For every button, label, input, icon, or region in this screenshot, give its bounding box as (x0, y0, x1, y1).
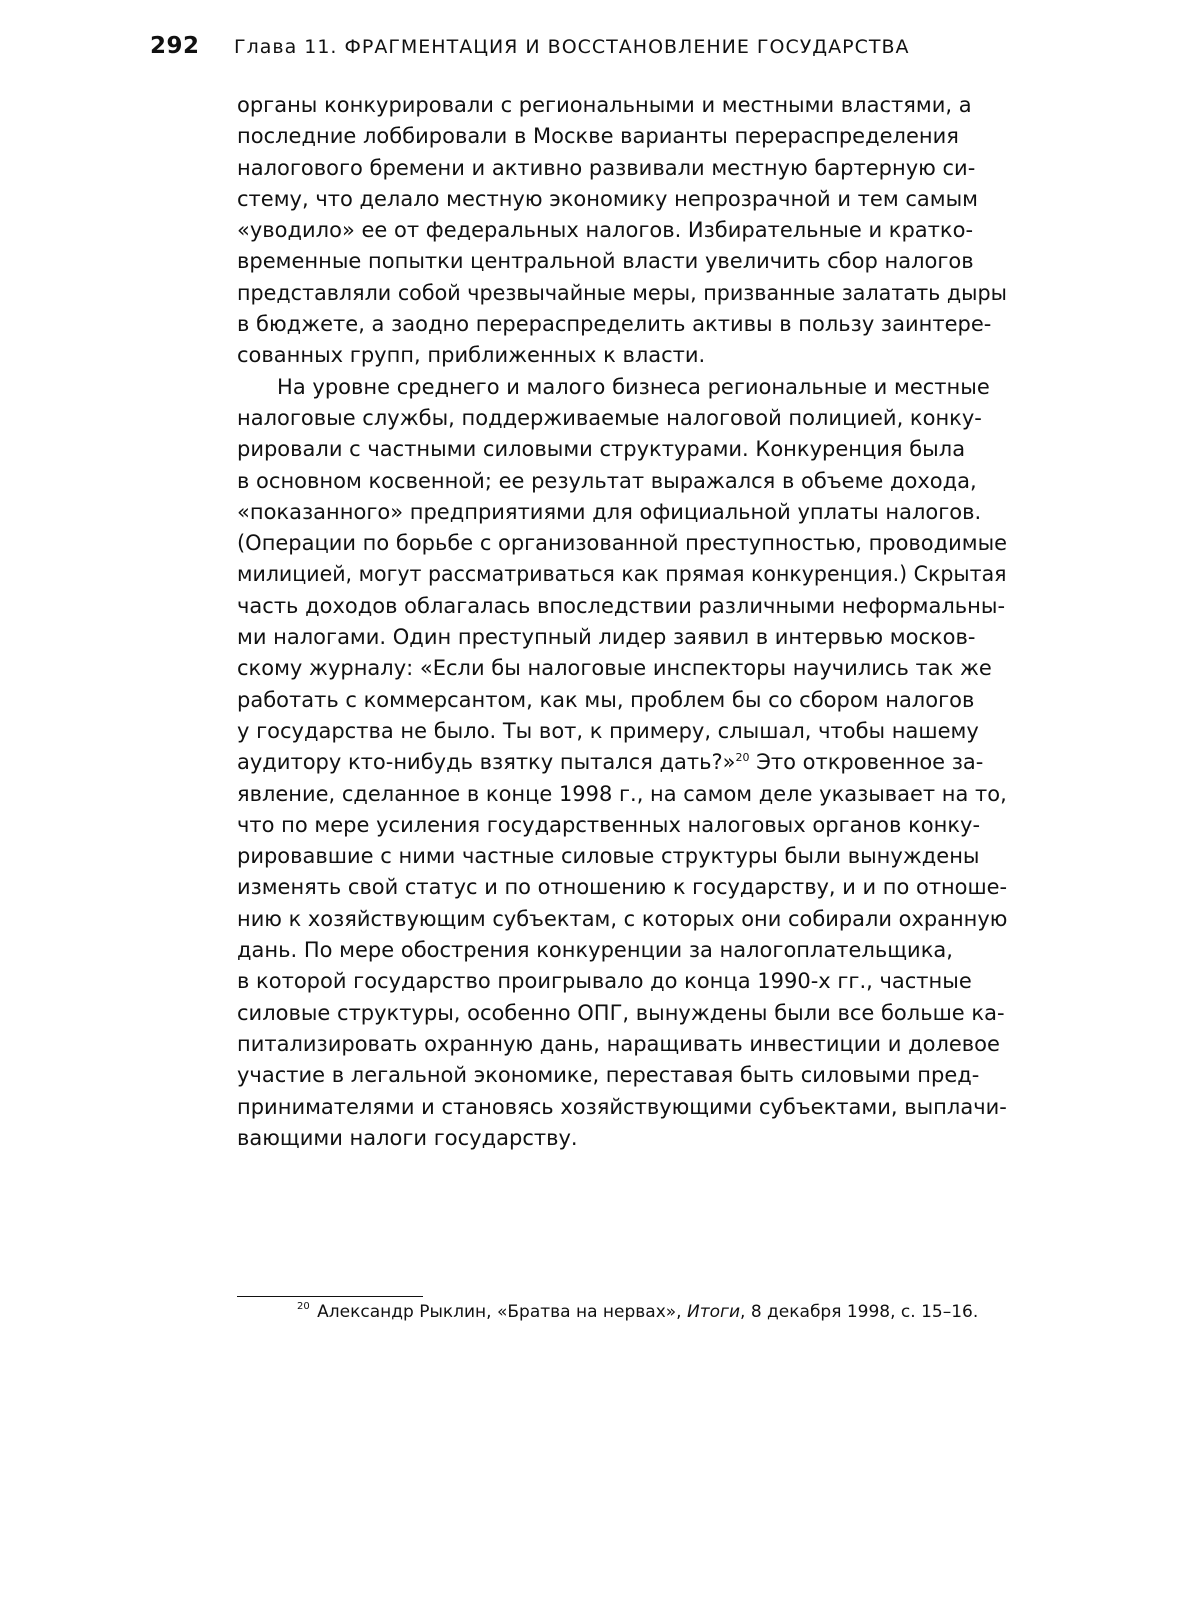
text-line: в которой государство проигрывало до конца 1990-х гг., частные (237, 969, 972, 994)
footnote-journal: Итоги (687, 1302, 741, 1322)
text-line: изменять свой статус и по отношению к государству, и и по отноше- (237, 875, 1008, 900)
paragraph-block-2 (237, 779, 1007, 1155)
text-line: последние лоббировали в Москве варианты перераспределения (237, 124, 959, 149)
text-line: принимателями и становясь хозяйствующими субъектами, выплачи- (237, 1094, 1007, 1119)
text-line: у государства не было. Ты вот, к примеру, слышал, чтобы нашему (237, 718, 979, 743)
page-header (150, 33, 1010, 63)
text-line: органы конкурировали с региональными и местными властями, а (237, 93, 972, 117)
footnote-author-title: Александр Рыклин, «Братва на нервах», (311, 1302, 687, 1322)
text-line: На уровне среднего и малого бизнеса региональные и местные (237, 374, 990, 399)
text-line: скому журналу: «Если бы налоговые инспекторы научились так же (237, 656, 992, 681)
text-line: сованных групп, приближенных к власти. (237, 343, 706, 368)
text-line: вающими налоги государству. (237, 1125, 578, 1150)
text-line: ми налогами. Один преступный лидер заявил в интервью москов- (237, 625, 976, 650)
text-line: налогового бремени и активно развивали местную бартерную си- (237, 155, 976, 180)
text-line: (Операции по борьбе с организованной преступностью, проводимые (237, 531, 1008, 556)
quote-continuation: Это откровенное за- (749, 750, 984, 775)
paragraph-block-1 (237, 90, 1007, 747)
footnote-reference[interactable]: 20 (735, 751, 750, 765)
text-line-quote (237, 747, 1007, 778)
footnote-details: , 8 декабря 1998, с. 15–16. (740, 1302, 979, 1322)
text-line: часть доходов облагалась впоследствии различными неформальны- (237, 593, 1006, 618)
page-number: 292 (150, 33, 200, 59)
text-line: в бюджете, а заодно перераспределить активы в пользу заинтере- (237, 312, 992, 337)
text-line: нию к хозяйствующим субъектам, с которых они собирали охранную (237, 906, 1008, 931)
text-line: стему, что делало местную экономику непрозрачной и тем самым (237, 186, 979, 211)
text-line: что по мере усиления государственных налоговых органов конку- (237, 812, 981, 837)
footnote (297, 1297, 997, 1330)
text-line: участие в легальной экономике, переставая быть силовыми пред- (237, 1063, 980, 1088)
running-head: Глава 11. ФРАГМЕНТАЦИЯ И ВОССТАНОВЛЕНИЕ ГОСУДАРСТВА (234, 36, 910, 58)
text-line: налоговые службы, поддерживаемые налоговой полицией, конку- (237, 405, 982, 430)
text-line: дань. По мере обострения конкуренции за налогоплательщика, (237, 938, 953, 963)
main-text (237, 90, 1007, 1154)
footnote-number: 20 (297, 1301, 310, 1312)
text-line: работать с коммерсантом, как мы, проблем бы со сбором налогов (237, 687, 975, 712)
text-line: временные попытки центральной власти увеличить сбор налогов (237, 249, 974, 274)
text-line: явление, сделанное в конце 1998 г., на самом деле указывает на то, (237, 781, 1007, 806)
text-line: представляли собой чрезвычайные меры, призванные залатать дыры (237, 280, 1007, 305)
text-line: милицией, могут рассматриваться как прямая конкуренция.) Скрытая (237, 562, 1007, 587)
text-line: силовые структуры, особенно ОПГ, вынуждены были все больше ка- (237, 1000, 1005, 1025)
text-line: питализировать охранную дань, наращивать инвестиции и долевое (237, 1031, 1000, 1056)
quote-text: аудитору кто-нибудь взятку пытался дать?» (237, 750, 736, 775)
text-line: «уводило» ее от федеральных налогов. Избирательные и кратко- (237, 218, 974, 243)
text-line: рировавшие с ними частные силовые структуры были вынуждены (237, 844, 980, 869)
text-line: в основном косвенной; ее результат выражался в объеме дохода, (237, 468, 977, 493)
text-line: рировали с частными силовыми структурами. Конкуренция была (237, 437, 966, 462)
text-line: «показанного» предприятиями для официальной уплаты налогов. (237, 499, 982, 524)
